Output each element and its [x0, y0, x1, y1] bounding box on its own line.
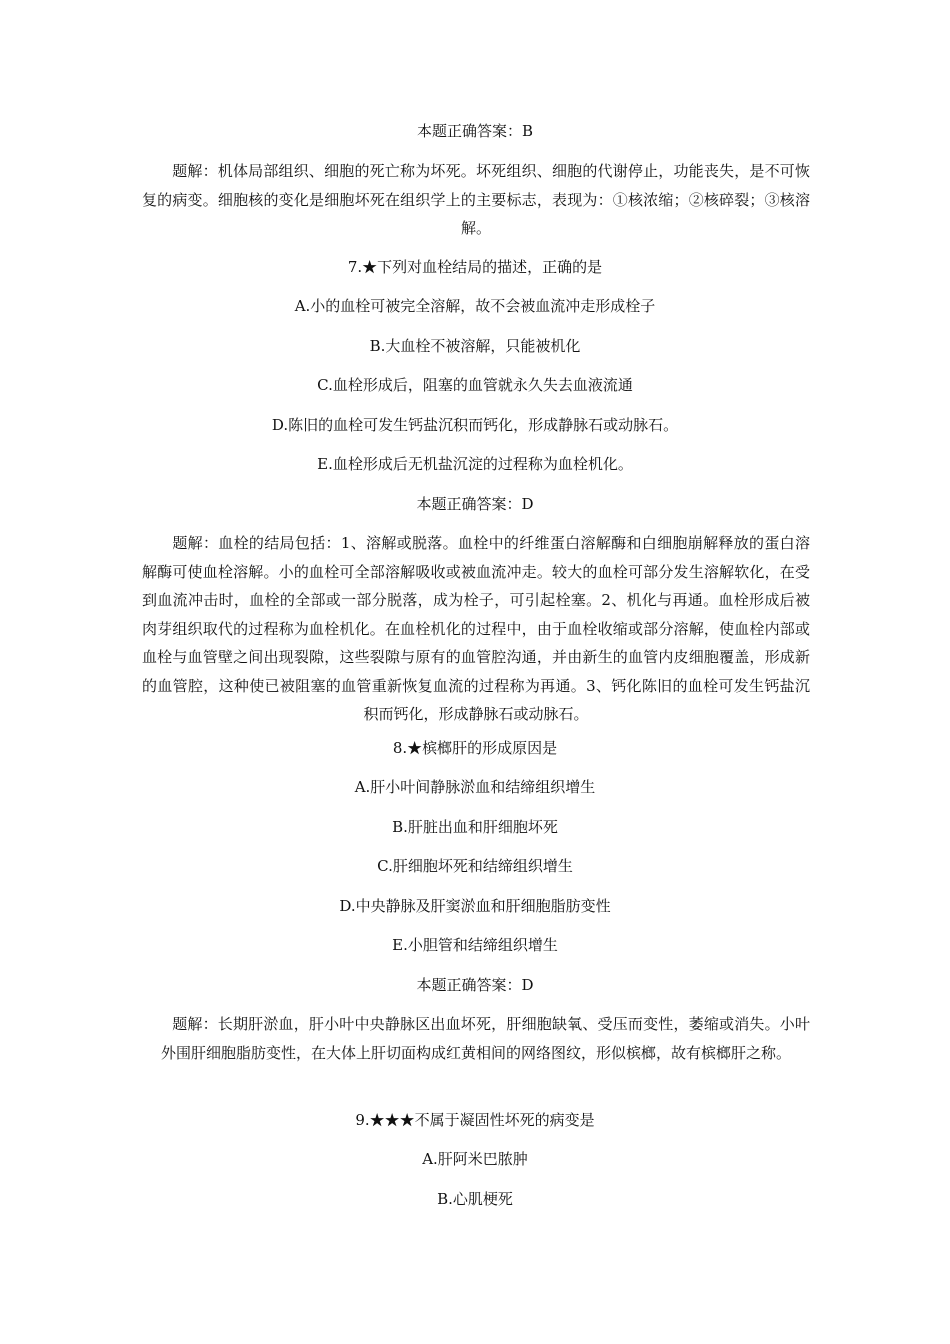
explanation-paragraph [142, 529, 810, 729]
option-c: C.血栓形成后，阻塞的血管就永久失去血液流通 [317, 376, 633, 394]
option-d: D.陈旧的血栓可发生钙盐沉积而钙化，形成静脉石或动脉石。 [271, 416, 679, 434]
explanation-paragraph [142, 157, 810, 243]
question-stem: 7.★下列对血栓结局的描述，正确的是 [347, 258, 603, 276]
option-e: E.小胆管和结缔组织增生 [392, 936, 558, 954]
explanation-paragraph [142, 1010, 810, 1067]
option-b: B.肝脏出血和肝细胞坏死 [392, 818, 558, 836]
explanation-text: 题解：血栓的结局包括：1、溶解或脱落。血栓中的纤维蛋白溶解酶和白细胞崩解释放的蛋白溶解酶可使血栓溶解。小的血栓可全部溶解吸收或被血流冲走。较大的血栓可部分发生溶解软化，在受到血流冲击时，血栓的全部或一部分脱落，成为栓子，可引起栓塞。2、机化与再通。血栓形成后被肉芽组织取代的过程称为血栓机化。在血栓机化的过程中，由于血栓收缩或部分溶解，使血栓内部或血栓与血管壁之间出现裂隙，这些裂隙与原有的血管腔沟通，并由新生的血管内皮细胞覆盖，形成新的血管腔，这种使已被阻塞的血管重新恢复血流的过程称为再通。3、钙化陈旧的血栓可发生钙盐沉积而钙化，形成静脉石或动脉石。 [142, 534, 810, 723]
answer-line: 本题正确答案：D [416, 495, 534, 513]
option-a: A.小的血栓可被完全溶解，故不会被血流冲走形成栓子 [294, 297, 656, 315]
answer-line: 本题正确答案：D [416, 976, 534, 994]
explanation-text: 题解：长期肝淤血，肝小叶中央静脉区出血坏死，肝细胞缺氧、受压而变性，萎缩或消失。小叶外围肝细胞脂肪变性，在大体上肝切面构成红黄相间的网络图纹，形似槟榔，故有槟榔肝之称。 [160, 1015, 810, 1062]
answer-line: 本题正确答案：B [416, 122, 534, 140]
option-a: A.肝阿米巴脓肿 [422, 1150, 528, 1168]
option-d: D.中央静脉及肝窦淤血和肝细胞脂肪变性 [339, 897, 611, 915]
option-b: B.大血栓不被溶解，只能被机化 [369, 337, 581, 355]
option-b: B.心肌梗死 [437, 1190, 513, 1208]
question-stem: 9.★★★不属于凝固性坏死的病变是 [355, 1111, 595, 1129]
option-c: C.肝细胞坏死和结缔组织增生 [377, 857, 573, 875]
question-stem: 8.★槟榔肝的形成原因是 [392, 739, 558, 757]
option-a: A.肝小叶间静脉淤血和结缔组织增生 [354, 778, 596, 796]
option-e: E.血栓形成后无机盐沉淀的过程称为血栓机化。 [317, 455, 633, 473]
explanation-text: 题解：机体局部组织、细胞的死亡称为坏死。坏死组织、细胞的代谢停止，功能丧失，是不可恢复的病变。细胞核的变化是细胞坏死在组织学上的主要标志，表现为：①核浓缩；②核碎裂；③核溶解。 [142, 162, 810, 237]
